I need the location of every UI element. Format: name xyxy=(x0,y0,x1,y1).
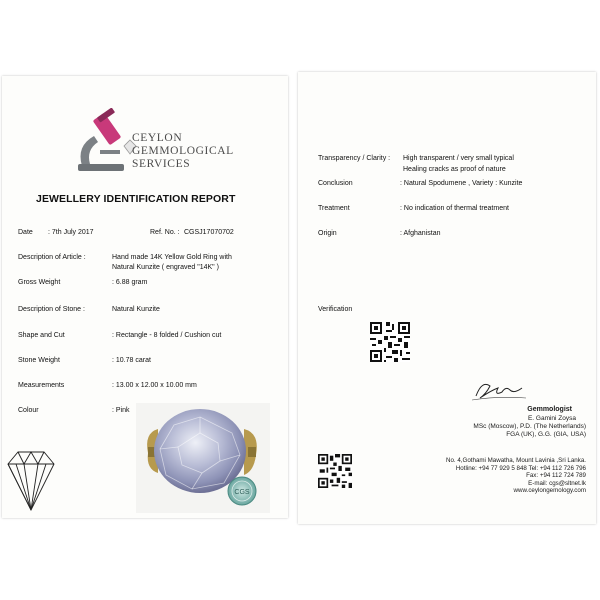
company-name-line2: GEMMOLOGICAL xyxy=(132,145,234,157)
address: No. 4,Gothami Mawatha, Mount Lavinia ,Sri Lanka. xyxy=(446,457,586,464)
signature-icon xyxy=(468,376,528,406)
gemmologist-name: E. Gamini Zoysa xyxy=(527,415,576,422)
diamond-outline-icon xyxy=(6,448,56,512)
ref-value: CGSJ17070702 xyxy=(184,229,234,236)
verification-qr-code-icon[interactable] xyxy=(370,322,410,362)
report-right-page xyxy=(298,72,596,524)
article-value-line1: Hand made 14K Yellow Gold Ring with xyxy=(112,254,232,261)
date-value: : 7th July 2017 xyxy=(48,229,94,236)
conclusion-label: Conclusion xyxy=(318,180,353,187)
fax: Fax: +94 112 724 789 xyxy=(526,472,586,479)
article-label: Description of Article : xyxy=(18,254,86,261)
measurements-value: : 13.00 x 12.00 x 10.00 mm xyxy=(112,382,197,389)
company-name-line1: CEYLON xyxy=(132,132,183,144)
article-value-line2: Natural Kunzite ( engraved "14K" ) xyxy=(112,264,219,271)
company-name xyxy=(132,132,234,171)
date-label: Date xyxy=(18,229,33,236)
seal-text: CGS xyxy=(234,489,250,496)
company-name-line3: SERVICES xyxy=(132,158,191,170)
origin-label: Origin xyxy=(318,230,337,237)
contact-qr-code-icon[interactable] xyxy=(318,454,352,488)
gemmologist-qualification-1: MSc (Moscow), P.D. (The Netherlands) xyxy=(473,423,586,430)
hotline: Hotline: +94 77 929 5 848 Tel: +94 112 726 796 xyxy=(455,464,586,472)
stone-description-label: Description of Stone : xyxy=(18,306,85,313)
stone-weight-label: Stone Weight xyxy=(18,357,60,364)
ref-label: Ref. No. : xyxy=(150,229,180,236)
transparency-label: Transparency / Clarity : xyxy=(318,155,391,162)
gemmologist-block xyxy=(473,406,586,439)
website-link[interactable]: www.ceylongemology.com xyxy=(513,487,586,494)
email[interactable]: E-mail: cgs@sltnet.lk xyxy=(528,479,586,487)
origin-value: : Afghanistan xyxy=(400,230,441,237)
gemmologist-qualification-2: FGA (UK), G.G. (GIA, USA) xyxy=(506,431,586,438)
stone-weight-value: : 10.78 carat xyxy=(112,357,151,364)
ring-photo xyxy=(136,403,270,513)
colour-value: : Pink xyxy=(112,407,130,414)
gross-weight-label: Gross Weight xyxy=(18,279,61,286)
transparency-value-line2: Healing cracks as proof of nature xyxy=(403,166,506,173)
measurements-label: Measurements xyxy=(18,382,65,389)
treatment-label: Treatment xyxy=(318,205,350,212)
treatment-value: : No indication of thermal treatment xyxy=(400,205,509,212)
gemmologist-title: Gemmologist xyxy=(527,406,572,413)
contact-block xyxy=(446,457,586,495)
gross-weight-value: : 6.88 gram xyxy=(112,279,148,286)
stone-description-value: Natural Kunzite xyxy=(112,306,160,313)
transparency-value-line1: High transparent / very small typical xyxy=(403,155,514,162)
shape-cut-label: Shape and Cut xyxy=(18,332,65,339)
verification-label: Verification xyxy=(318,306,353,313)
shape-cut-value: : Rectangle - 8 folded / Cushion cut xyxy=(112,332,222,339)
conclusion-value: : Natural Spodumene , Variety : Kunzite xyxy=(400,180,523,187)
report-title: JEWELLERY IDENTIFICATION REPORT xyxy=(36,193,236,205)
colour-label: Colour xyxy=(18,407,39,414)
report-left-page xyxy=(2,76,288,518)
